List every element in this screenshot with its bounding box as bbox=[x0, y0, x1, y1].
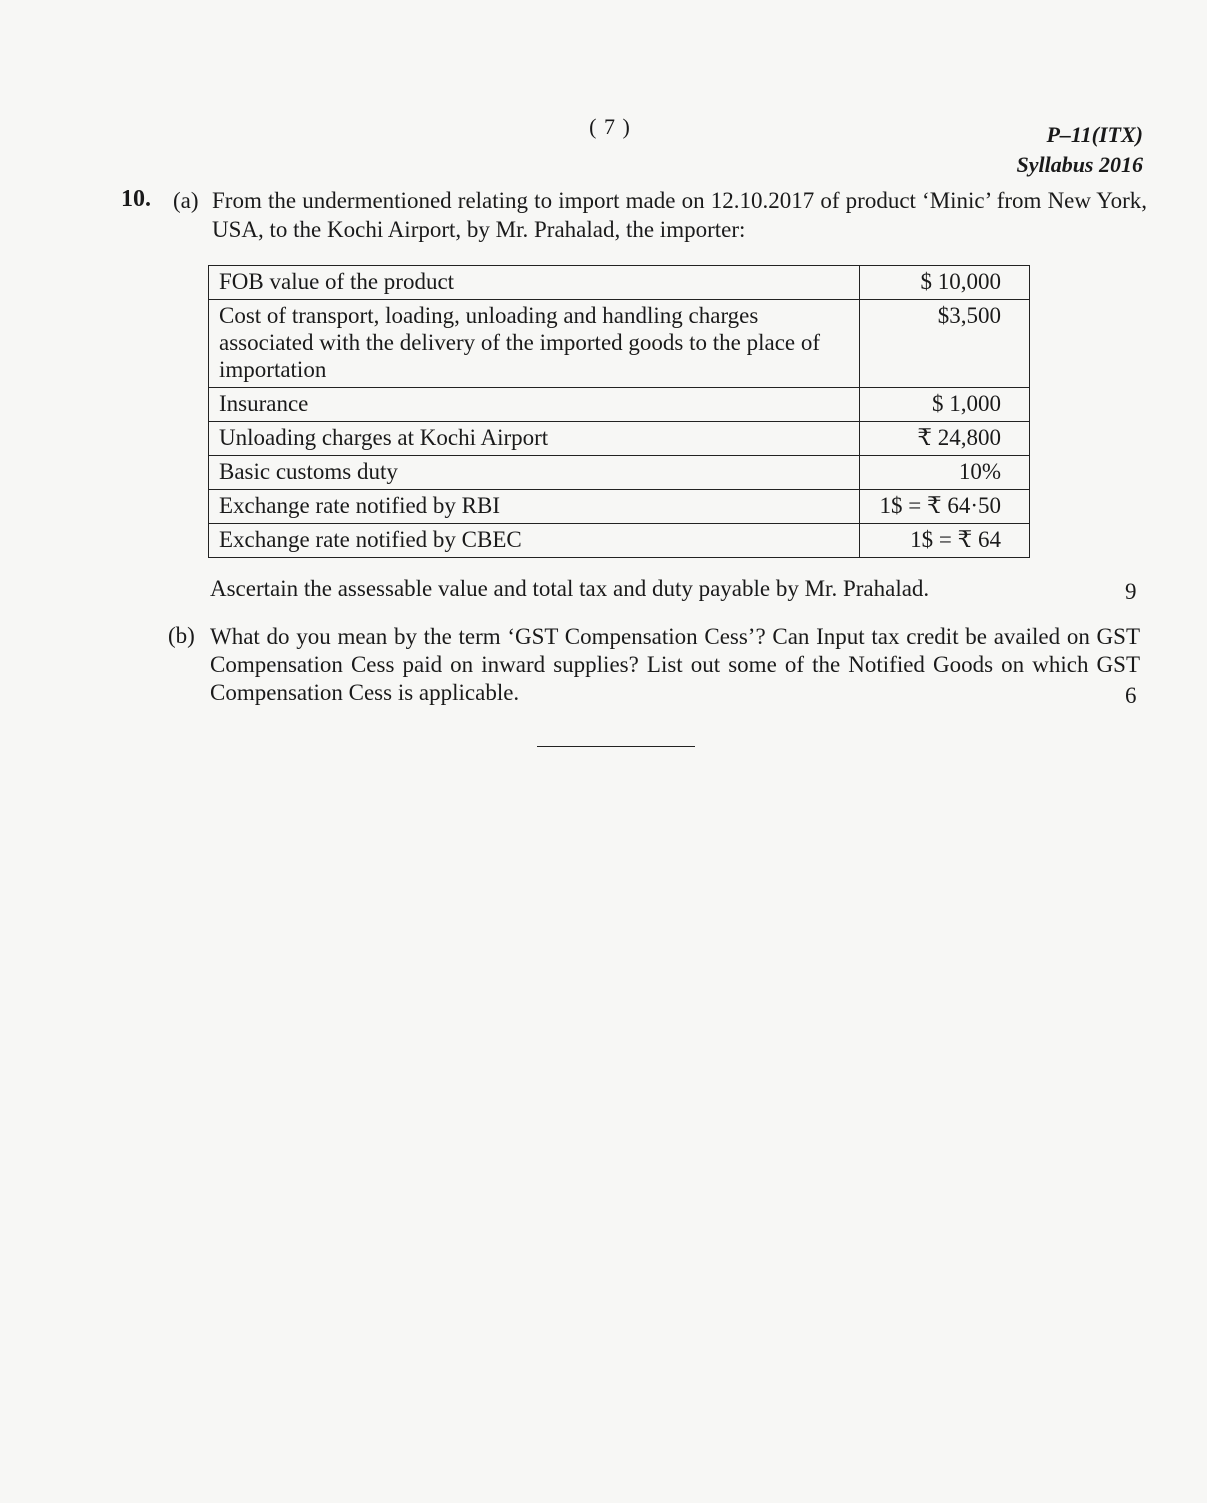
table-item: Cost of transport, loading, unloading and handling charges associated with the delivery of the imported goods to the place of importation bbox=[209, 300, 860, 388]
part-a-label: (a) bbox=[173, 188, 199, 213]
table-row bbox=[209, 266, 1030, 300]
table-row bbox=[209, 456, 1030, 490]
table-value: 1$ = ₹ 64 bbox=[860, 524, 1030, 558]
part-a-intro: From the undermentioned relating to import made on 12.10.2017 of product ‘Minic’ from New York, USA, to the Kochi Airport, by Mr. Prahalad, the importer: bbox=[212, 188, 1147, 242]
table-value: 1$ = ₹ 64·50 bbox=[860, 490, 1030, 524]
table-row bbox=[209, 300, 1030, 388]
paper-code: P–11(ITX) bbox=[1046, 122, 1143, 147]
part-b-marks: 6 bbox=[1125, 683, 1137, 708]
import-data-table bbox=[208, 265, 1030, 558]
table-value: 10% bbox=[860, 456, 1030, 490]
table-item: Exchange rate notified by CBEC bbox=[209, 524, 860, 558]
table-item: Unloading charges at Kochi Airport bbox=[209, 422, 860, 456]
table-item: FOB value of the product bbox=[209, 266, 860, 300]
table-row bbox=[209, 388, 1030, 422]
table-value: $3,500 bbox=[860, 300, 1030, 388]
table-row bbox=[209, 524, 1030, 558]
table-row bbox=[209, 490, 1030, 524]
page-number: ( 7 ) bbox=[589, 114, 631, 139]
table-value: ₹ 24,800 bbox=[860, 422, 1030, 456]
paper-header bbox=[1016, 120, 1143, 180]
part-a-question: Ascertain the assessable value and total tax and duty payable by Mr. Prahalad. bbox=[210, 576, 930, 601]
question-number: 10. bbox=[121, 186, 151, 212]
table-value: $ 10,000 bbox=[860, 266, 1030, 300]
table-item: Exchange rate notified by RBI bbox=[209, 490, 860, 524]
syllabus-label: Syllabus 2016 bbox=[1016, 152, 1143, 177]
table-item: Basic customs duty bbox=[209, 456, 860, 490]
table-value: $ 1,000 bbox=[860, 388, 1030, 422]
part-b-text: What do you mean by the term ‘GST Compensation Cess’? Can Input tax credit be availed on GST Compensation Cess paid on inward supplies? List out some of the Notified Goods on which GST Compensation Cess is applicable. bbox=[210, 624, 1140, 705]
part-a-marks: 9 bbox=[1125, 579, 1137, 604]
table-row bbox=[209, 422, 1030, 456]
table-item: Insurance bbox=[209, 388, 860, 422]
end-divider bbox=[537, 746, 695, 747]
part-b-label: (b) bbox=[168, 623, 195, 648]
